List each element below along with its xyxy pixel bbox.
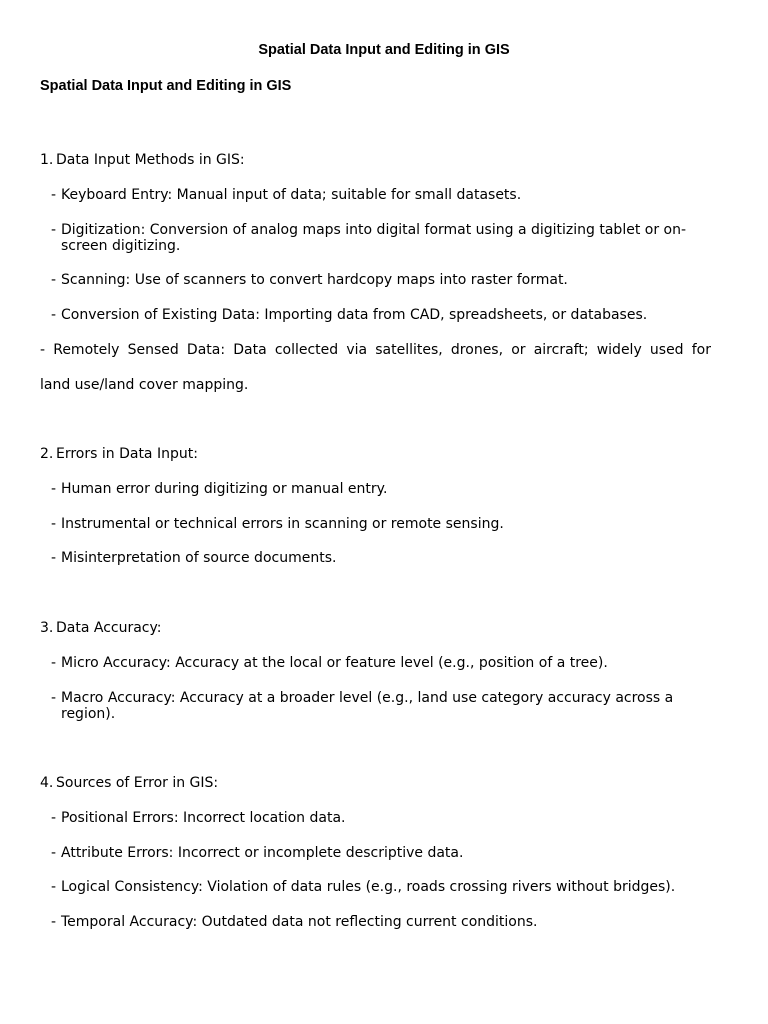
list-item-text: Keyboard Entry: Manual input of data; suitable for small datasets. (61, 187, 522, 203)
list-item-text: Digitization: Conversion of analog maps into digital format using a digitizing tablet or on-screen digitizing. (61, 222, 687, 254)
list-item-text: Macro Accuracy: Accuracy at a broader level (e.g., land use category accuracy across a region). (61, 690, 674, 722)
section-title-3 (40, 620, 720, 636)
list-item-text-line-1: - Remotely Sensed Data: Data collected via satellites, drones, or aircraft; widely used for (40, 342, 711, 358)
section-title-text: Sources of Error in GIS: (56, 775, 219, 791)
list-item (51, 914, 711, 930)
list-item (51, 516, 711, 532)
bullet-dash: - (51, 810, 57, 826)
bullet-dash: - (51, 550, 57, 566)
list-item (51, 845, 711, 861)
list-item (51, 222, 711, 254)
bullet-dash: - (51, 481, 57, 497)
list-item (51, 272, 711, 288)
bullet-dash: - (51, 845, 57, 861)
bullet-dash: - (51, 272, 57, 288)
section-number: 3. (40, 620, 54, 636)
list-item-text: Human error during digitizing or manual entry. (61, 481, 388, 497)
list-item-text: Micro Accuracy: Accuracy at the local or feature level (e.g., position of a tree). (61, 655, 608, 671)
section-title-text: Data Input Methods in GIS: (56, 152, 245, 168)
bullet-dash: - (51, 307, 57, 323)
list-item-text: Logical Consistency: Violation of data rules (e.g., roads crossing rivers without bridges). (61, 879, 676, 895)
section-title-text: Errors in Data Input: (56, 446, 198, 462)
bullet-dash: - (51, 222, 57, 238)
list-item-text: Misinterpretation of source documents. (61, 550, 337, 566)
list-item (51, 550, 711, 566)
list-item-text: Temporal Accuracy: Outdated data not reflecting current conditions. (61, 914, 538, 930)
list-item (51, 879, 711, 895)
bullet-dash: - (51, 690, 57, 706)
list-item-text: Attribute Errors: Incorrect or incomplete descriptive data. (61, 845, 464, 861)
list-item (51, 690, 711, 722)
list-item-text: Scanning: Use of scanners to convert hardcopy maps into raster format. (61, 272, 568, 288)
list-item-text: Conversion of Existing Data: Importing data from CAD, spreadsheets, or databases. (61, 307, 648, 323)
list-item (51, 810, 711, 826)
bullet-dash: - (51, 879, 57, 895)
list-item-justified (40, 342, 711, 393)
bullet-dash: - (51, 914, 57, 930)
section-title-2 (40, 446, 720, 462)
bullet-dash: - (51, 655, 57, 671)
section-number: 1. (40, 152, 54, 168)
list-item (51, 307, 711, 323)
document-title: Spatial Data Input and Editing in GIS (258, 42, 510, 58)
list-item-text: Positional Errors: Incorrect location data. (61, 810, 346, 826)
section-number: 4. (40, 775, 54, 791)
section-title-1 (40, 152, 720, 168)
list-item-text-line-2: land use/land cover mapping. (40, 377, 249, 393)
list-item-text: Instrumental or technical errors in scanning or remote sensing. (61, 516, 504, 532)
list-item (51, 481, 711, 497)
list-item (51, 187, 711, 203)
bullet-dash: - (51, 516, 57, 532)
section-title-4 (40, 775, 720, 791)
bullet-dash: - (51, 187, 57, 203)
section-number: 2. (40, 446, 54, 462)
document-heading: Spatial Data Input and Editing in GIS (40, 78, 292, 94)
section-title-text: Data Accuracy: (56, 620, 162, 636)
list-item (51, 655, 711, 671)
